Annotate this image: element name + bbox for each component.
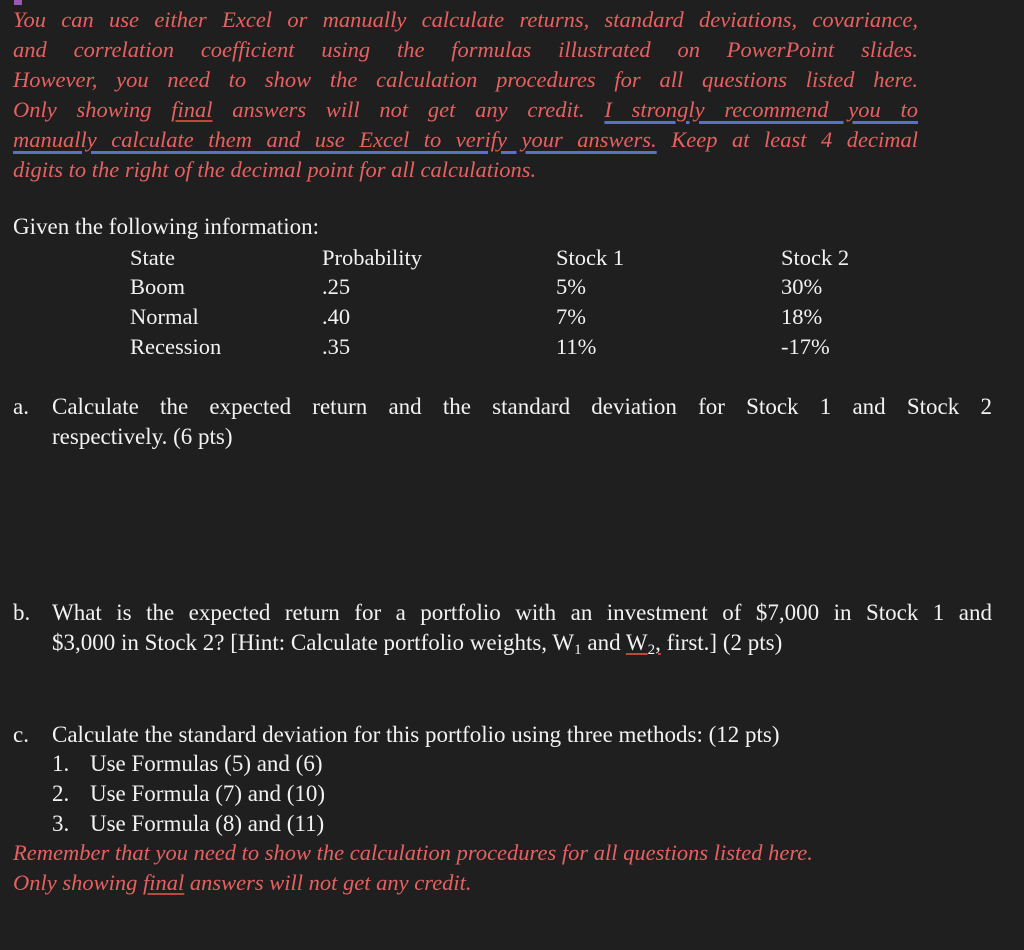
table-cell: Normal [130,304,199,329]
table-cell: 18% [781,304,823,329]
instructions-line-3: However, you need to show the calculation procedures for all questions listed here. [13,67,918,92]
reminder-line-1: Remember that you need to show the calculation procedures for all questions listed here. [13,840,813,865]
list-item [52,779,325,809]
table-header-stock-1: Stock 1 [556,245,625,270]
subscript-w1: 1 [574,642,582,658]
question-a-marker: a. [13,394,29,419]
list-item-text: Use Formulas (5) and (6) [90,751,323,776]
question-c-text [52,720,992,750]
list-item [52,749,325,779]
list-item-number: 2. [52,781,70,806]
spellcheck-flagged-word[interactable]: final [143,870,185,895]
question-c-line-1: Calculate the standard deviation for this portfolio using three methods: (12 pts) [52,722,780,747]
spellcheck-flagged-word[interactable] [625,630,661,658]
question-a-line-1: Calculate the expected return and the standard deviation for Stock 1 and Stock 2 [52,394,992,419]
list-item-number: 1. [52,751,70,776]
table-cell: .40 [322,304,351,329]
text-segment: answers will not get any credit. [184,870,472,895]
question-b-text [52,598,992,665]
table-cell: -17% [781,334,830,359]
table-cell: 7% [556,304,586,329]
text-segment: , [655,630,661,655]
instructions-line-6: digits to the right of the decimal point for all calculations. [13,157,537,182]
list-item [52,809,325,839]
table-cell: 11% [556,334,597,359]
text-segment: answers will not get any credit. [212,97,605,122]
text-segment: first.] (2 pts) [660,630,783,655]
reminder-paragraph [13,838,813,898]
table-cell: Boom [130,274,186,299]
instructions-line-4 [13,95,918,125]
text-segment: Only showing [13,870,144,895]
question-a-text [52,392,992,452]
grammar-flagged-phrase[interactable]: I strongly recommend you to [604,97,918,122]
text-segment: Only showing [13,97,172,122]
list-item-text: Use Formula (8) and (11) [90,811,325,836]
w2-symbol: W [625,630,648,655]
question-b-marker: b. [13,600,31,625]
text-segment: $3,000 in Stock 2? [Hint: Calculate portfolio weights, W [52,630,575,655]
text-segment: and [581,630,626,655]
question-c-marker: c. [13,722,29,747]
table-cell: .35 [322,334,351,359]
reminder-line-2 [13,868,813,898]
table-cell: 5% [556,274,586,299]
table-cell: Recession [130,334,222,359]
question-b-line-2 [52,628,992,665]
instructions-line-5 [13,125,918,155]
instructions-line-2: and correlation coefficient using the formulas illustrated on PowerPoint slides. [13,37,918,62]
subscript-w2: 2 [647,642,656,658]
table-header-state: State [130,245,175,270]
spellcheck-flagged-word[interactable]: final [171,97,213,122]
table-header-probability: Probability [322,245,422,270]
table-cell: .25 [322,274,351,299]
instructions-line-1: You can use either Excel or manually calculate returns, standard deviations, covariance, [13,7,918,32]
text-segment: Keep at least 4 decimal [656,127,918,152]
list-item-number: 3. [52,811,70,836]
instructions-paragraph [13,5,918,185]
given-heading: Given the following information: [13,214,319,239]
table-cell: 30% [781,274,823,299]
methods-list [52,749,325,839]
question-b-line-1: What is the expected return for a portfolio with an investment of $7,000 in Stock 1 and [52,600,992,625]
question-a-line-2: respectively. (6 pts) [52,424,233,449]
table-header-stock-2: Stock 2 [781,245,850,270]
list-item-text: Use Formula (7) and (10) [90,781,326,806]
grammar-flagged-phrase[interactable]: manually calculate them and use Excel to verify your answers. [13,127,657,152]
